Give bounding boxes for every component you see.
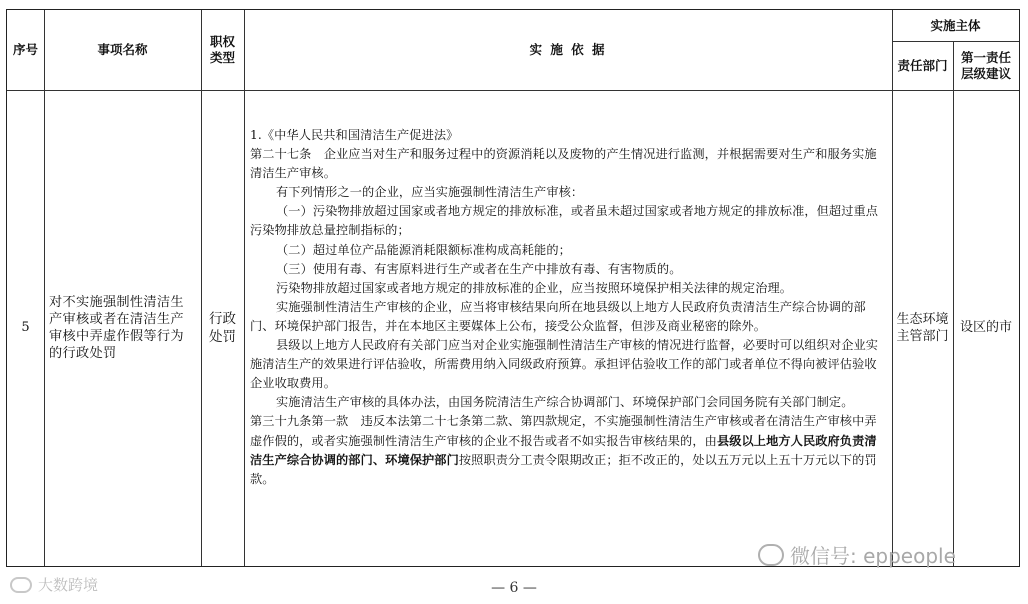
header-subject: 实施主体: [930, 17, 981, 33]
watermark-right: [758, 540, 956, 569]
basis-paragraph: （二）超过单位产品能源消耗限额标准构成高耗能的；: [276, 242, 571, 257]
logo-icon: [10, 577, 32, 593]
basis-paragraph: 县级以上地方人民政府有关部门应当对企业实施强制性清洁生产审核的情况进行监督，必要时可以组织对企业实施清洁生产的效果进行评估验收，所需费用纳入同级政府预算。承担评估验收工作的部门或者单位不得向被评估验收企业收取费用。: [250, 338, 879, 391]
header-type-line2: 类型: [209, 50, 235, 65]
law-title: 1.《中华人民共和国清洁生产促进法》: [250, 128, 459, 142]
col-divider: [244, 10, 245, 566]
header-name: 事项名称: [97, 42, 148, 57]
watermark-left-text: 大数跨境: [38, 576, 99, 594]
basis-paragraph: 实施清洁生产审核的具体办法，由国务院清洁生产综合协调部门、环境保护部门会同国务院有关部门制定。: [276, 395, 854, 410]
article-39-bold: 县级以上地方人民政府负责清洁生产综合协调的部门、环境保护部门: [250, 433, 877, 467]
row-name-text: 对不实施强制性清洁生产审核或者在清洁生产审核中弄虚作假等行为的行政处罚: [49, 295, 184, 361]
row-type: [201, 90, 244, 566]
article-27: 第二十七条 企业应当对生产和服务过程中的资源消耗以及废物的产生情况进行监测，并根据需要对生产和服务实施清洁生产审核。: [250, 147, 877, 181]
row-no: 5: [21, 320, 30, 335]
article-39: [250, 412, 888, 488]
row-name: [44, 90, 201, 566]
matter-table: [6, 9, 1020, 567]
article-39-text-end: 按照职责分工责令限期改正；拒不改正的，处以五万元以上五十万元以下的罚款。: [250, 452, 877, 486]
row-type-line2: 处罚: [209, 329, 236, 345]
row-dept-line2: 主管部门: [896, 329, 949, 344]
header-level: [953, 41, 1019, 90]
basis-paragraph: 有下列情形之一的企业，应当实施强制性清洁生产审核：: [276, 185, 584, 200]
article-39-text: 第三十九条第一款 违反本法第二十七条第二款、第四款规定，不实施强制性清洁生产审核或者在清洁生产审核中弄虚作假的，或者实施强制性清洁生产审核的企业不报告或者不如实报告审核结果的，由: [250, 414, 877, 448]
basis-paragraph: （三）使用有毒、有害原料进行生产或者在生产中排放有毒、有害物质的。: [276, 261, 682, 276]
header-type: [201, 10, 244, 90]
header-level-line1: 第一责任: [960, 49, 1011, 65]
row-level: 设区的市: [959, 320, 1012, 335]
watermark-left: [10, 574, 98, 595]
header-type-line1: 职权: [209, 34, 235, 49]
row-type-line1: 行政: [209, 311, 236, 327]
header-no: 序号: [12, 42, 38, 57]
basis-paragraph: 污染物排放超过国家或者地方规定的排放标准的企业，应当按照环境保护相关法律的规定治理。: [276, 280, 793, 295]
basis-paragraph: （一）污染物排放超过国家或者地方规定的排放标准，或者虽未超过国家或者地方规定的排放标准，但超过重点污染物排放总量控制指标的；: [250, 204, 879, 238]
row-dept-line1: 生态环境: [896, 312, 949, 327]
page-number: — 6 —: [491, 580, 537, 596]
wechat-icon: [758, 544, 784, 566]
basis-paragraph: 实施强制性清洁生产审核的企业，应当将审核结果向所在地县级以上地方人民政府负责清洁生产综合协调的部门、环境保护部门报告，并在本地区主要媒体上公布，接受公众监督，但涉及商业秘密的除外。: [250, 299, 866, 333]
header-basis: 实 施 依 据: [529, 42, 607, 57]
header-dept: 责任部门: [897, 57, 948, 73]
row-dept: [892, 90, 953, 566]
basis-text: [250, 126, 888, 489]
watermark-right-text: 微信号: eppeople: [790, 544, 956, 568]
header-level-line2: 层级建议: [960, 65, 1011, 81]
